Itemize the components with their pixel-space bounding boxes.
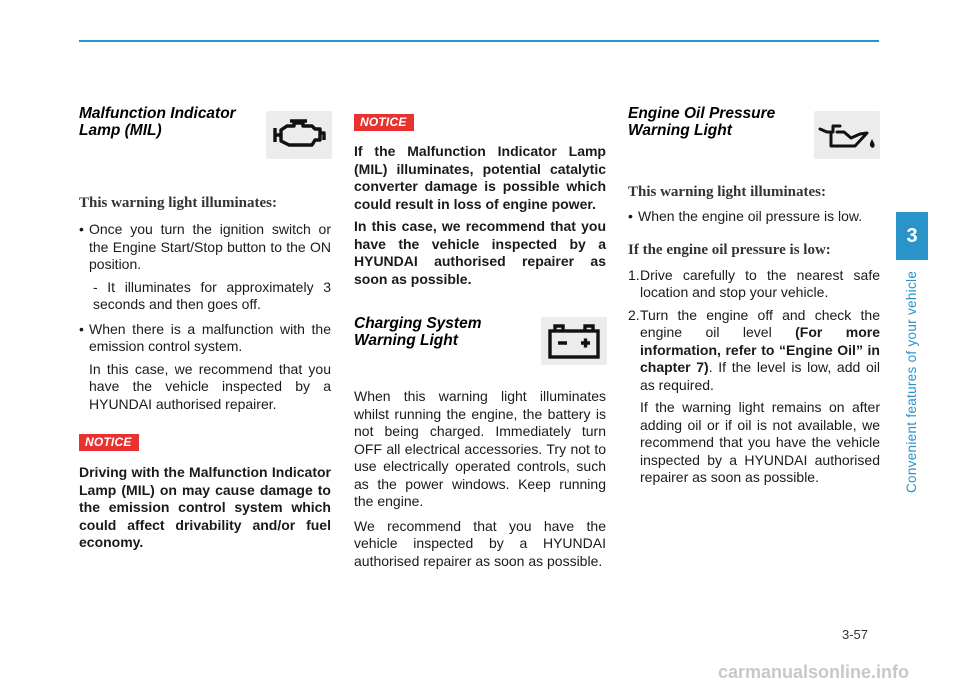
charging-heading: Charging System Warning Light [354, 315, 482, 349]
oil-paragraph: If the warning light remains on after adding oil or if oil is not available, we recommend that you have the vehicle inspected by a HYUNDAI authorised repairer as soon as possible. [640, 399, 880, 485]
mil-heading: Malfunction Indicator Lamp (MIL) [79, 105, 236, 139]
step-reference: (For more information, refer to “Engine Oil” in chapter 7) [640, 324, 880, 375]
chapter-title-vertical [896, 268, 928, 498]
catalytic-notice-2: In this case, we recommend that you have the vehicle inspected by a HYUNDAI authorised repairer as soon as possible. [354, 218, 606, 287]
charging-paragraph-2: We recommend that you have the vehicle inspected by a HYUNDAI authorised repairer as soon as possible. [354, 517, 606, 569]
step-number: 1. [628, 266, 640, 283]
step-number: 2. [628, 306, 640, 323]
chapter-title: Convenient features of your vehicle [904, 270, 919, 493]
mil-sub-item: - It illuminates for approximately 3 seconds and then goes off. [93, 278, 331, 312]
column-oil [628, 105, 880, 487]
page-number: 3-57 [842, 627, 869, 642]
chapter-number-tab: 3 [896, 212, 928, 260]
mil-bullet-2: • When there is a malfunction with the emission control system. [79, 321, 331, 356]
oil-subhead-2: If the engine oil pressure is low: [628, 241, 831, 258]
battery-icon [541, 317, 607, 365]
mil-notice-text: Driving with the Malfunction Indicator Lamp (MIL) on may cause damage to the emission control system which could affect drivability and/or fuel economy. [79, 464, 331, 550]
mil-paragraph: In this case, we recommend that you have the vehicle inspected by a HYUNDAI authorised repairer. [89, 360, 331, 412]
oil-step-2 [628, 307, 880, 395]
top-rule [79, 40, 879, 42]
catalytic-notice: If the Malfunction Indicator Lamp (MIL) illuminates, potential catalytic converter damage is possible which could result in loss of engine power. [354, 143, 606, 212]
footer-watermark: carmanualsonline.info [718, 662, 910, 682]
oil-can-icon [814, 111, 880, 159]
step-text: Drive carefully to the nearest safe location and stop your vehicle. [640, 266, 880, 300]
check-engine-icon [266, 111, 332, 159]
step-text: Turn the engine off and check the engine oil level [640, 306, 880, 340]
charging-paragraph-1: When this warning light illuminates whilst running the engine, the battery is not being charged. Immediately turn OFF all electrical accessories. Try not to use electrically operated controls, such as the power windows. Keep running the engine. [354, 388, 606, 509]
oil-step-1 [628, 267, 880, 302]
notice-badge-2: NOTICE [354, 114, 414, 131]
column-mil [79, 105, 331, 552]
step-text-end: . If the level is low, add oil as required. [640, 359, 880, 393]
oil-bullet-1: • When the engine oil pressure is low. [628, 208, 880, 226]
oil-subhead-1: This warning light illuminates: [628, 184, 826, 200]
mil-bullet-1: • Once you turn the ignition switch or the Engine Start/Stop button to the ON position. [79, 221, 331, 274]
oil-heading: Engine Oil Pressure Warning Light [628, 105, 776, 139]
mil-subhead: This warning light illuminates: [79, 195, 277, 211]
notice-badge: NOTICE [79, 434, 139, 451]
